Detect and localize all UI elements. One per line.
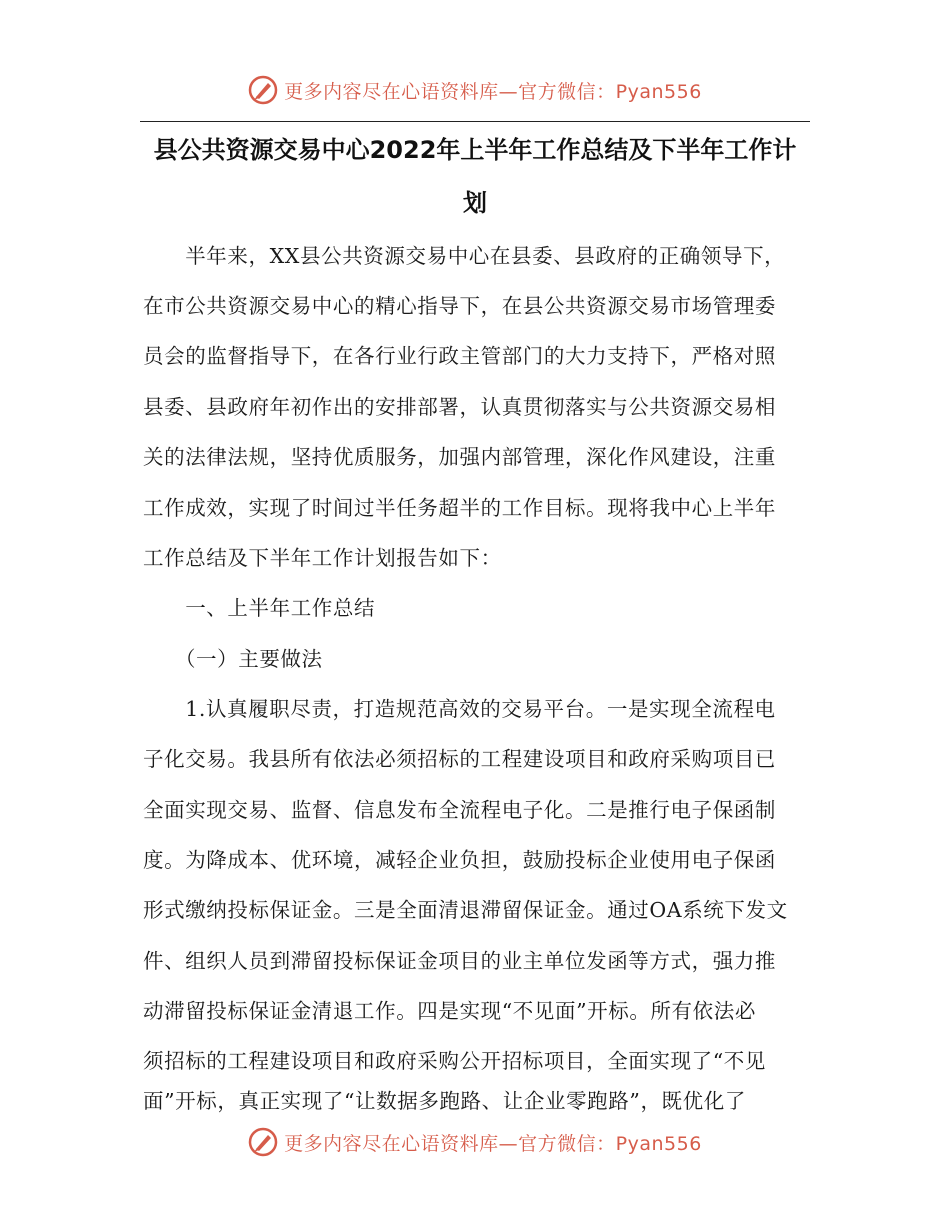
header-banner bbox=[0, 70, 950, 110]
body-line: 1.认真履职尽责，打造规范高效的交易平台。一是实现全流程电 bbox=[143, 697, 776, 721]
section-heading: 一、上半年工作总结 bbox=[143, 596, 376, 620]
document-title-line-1: 县公共资源交易中心2022年上半年工作总结及下半年工作计 bbox=[153, 136, 797, 164]
body-line: 子化交易。我县所有依法必须招标的工程建设项目和政府采购项目已 bbox=[143, 747, 776, 771]
body-line: 员会的监督指导下，在各行业行政主管部门的大力支持下，严格对照 bbox=[143, 344, 776, 368]
body-line: 件、组织人员到滞留投标保证金项目的业主单位发函等方式，强力推 bbox=[143, 949, 776, 973]
body-line: 在市公共资源交易中心的精心指导下，在县公共资源交易市场管理委 bbox=[143, 294, 776, 318]
banner-content bbox=[248, 75, 702, 105]
body-line: 工作总结及下半年工作计划报告如下： bbox=[143, 546, 502, 570]
quill-pen-logo-icon bbox=[248, 1127, 278, 1157]
footer-banner bbox=[0, 1122, 950, 1162]
body-line: 度。为降成本、优环境，减轻企业负担，鼓励投标企业使用电子保函 bbox=[143, 848, 776, 872]
body-line: 县委、县政府年初作出的安排部署，认真贯彻落实与公共资源交易相 bbox=[143, 395, 776, 419]
banner-text: 更多内容尽在心语资料库—官方微信：Pyan556 bbox=[284, 1132, 702, 1155]
banner-text: 更多内容尽在心语资料库—官方微信：Pyan556 bbox=[284, 80, 702, 103]
quill-pen-logo-icon bbox=[248, 75, 278, 105]
subsection-heading: （一）主要做法 bbox=[143, 647, 323, 671]
body-line: 面”开标，真正实现了“让数据多跑路、让企业零跑路”，既优化了 bbox=[143, 1089, 746, 1113]
header-divider bbox=[140, 121, 810, 122]
document-title-line-2: 划 bbox=[463, 189, 487, 217]
body-line: 半年来，XX县公共资源交易中心在县委、县政府的正确领导下， bbox=[143, 244, 786, 268]
body-line: 形式缴纳投标保证金。三是全面清退滞留保证金。通过OA系统下发文 bbox=[143, 898, 788, 922]
body-line: 工作成效，实现了时间过半任务超半的工作目标。现将我中心上半年 bbox=[143, 496, 776, 520]
body-line: 须招标的工程建设项目和政府采购公开招标项目，全面实现了“不见 bbox=[143, 1049, 766, 1073]
body-line: 全面实现交易、监督、信息发布全流程电子化。二是推行电子保函制 bbox=[143, 798, 776, 822]
banner-content bbox=[248, 1127, 702, 1157]
body-line: 关的法律法规，坚持优质服务，加强内部管理，深化作风建设，注重 bbox=[143, 445, 776, 469]
body-line: 动滞留投标保证金清退工作。四是实现“不见面”开标。所有依法必 bbox=[143, 999, 756, 1023]
